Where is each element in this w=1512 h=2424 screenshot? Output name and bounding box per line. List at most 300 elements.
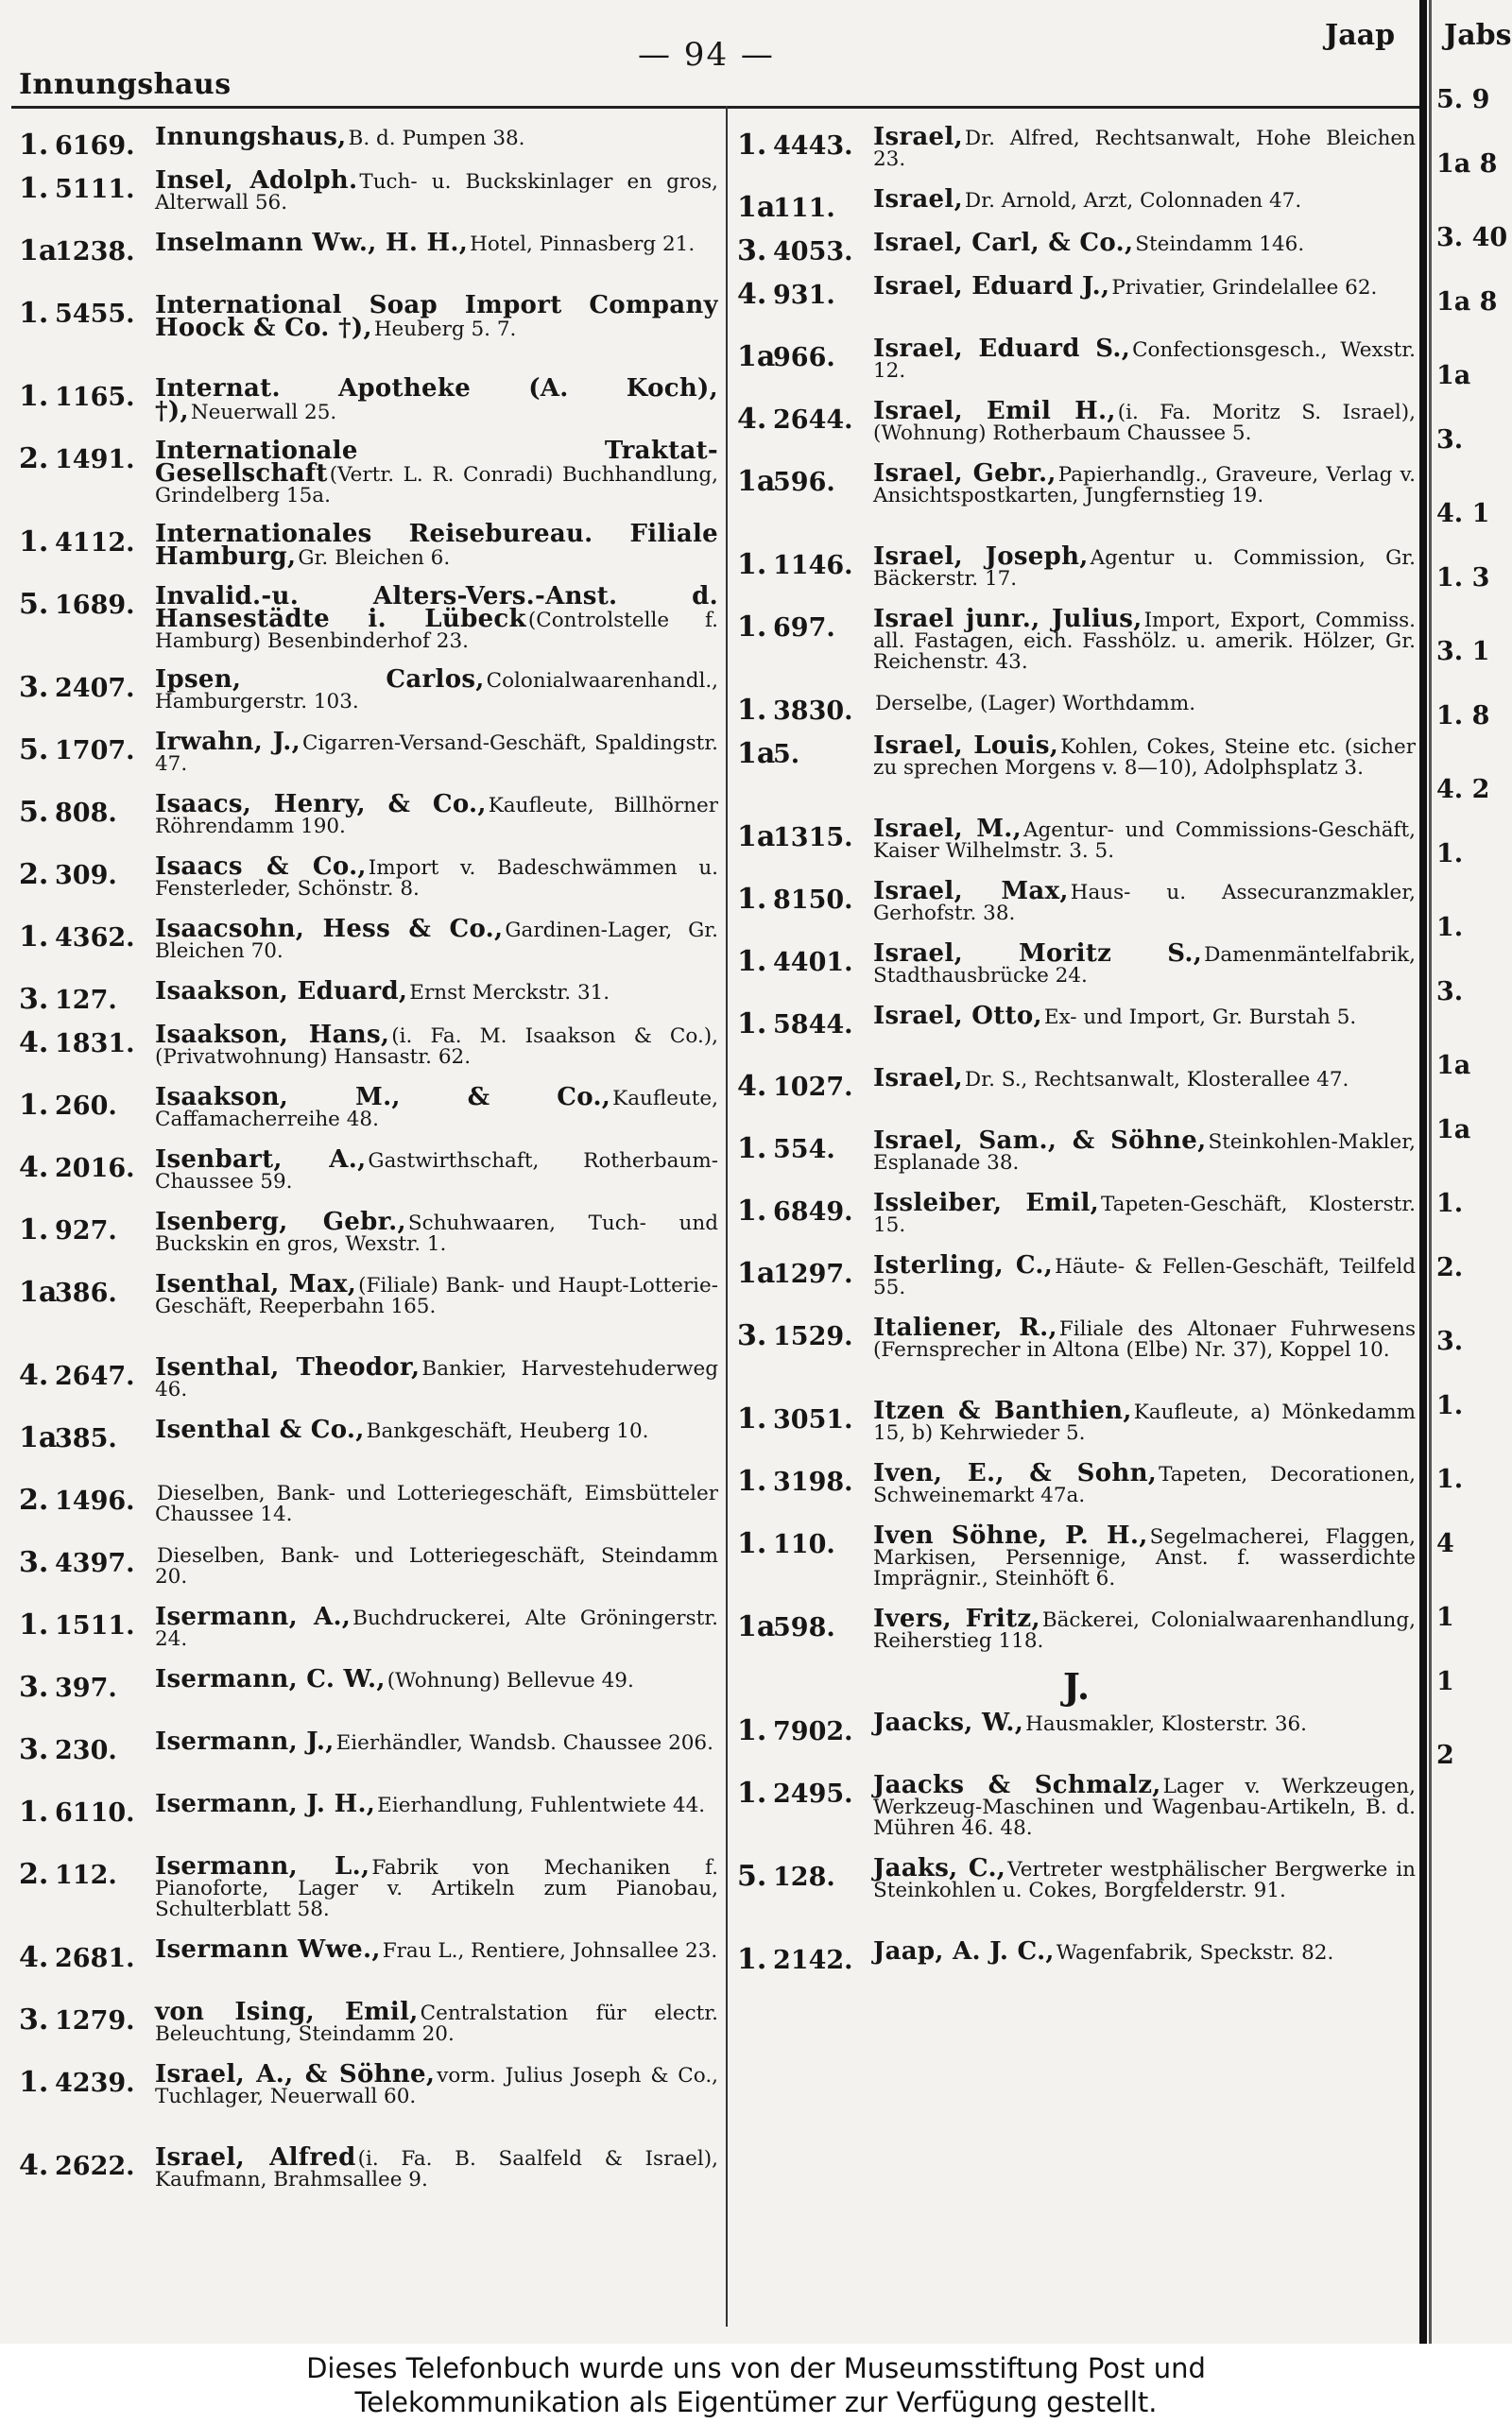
subscriber-name: Israel, M., xyxy=(873,815,1022,843)
subscriber-name: Isenberg, Gebr., xyxy=(155,1208,406,1236)
phone-number xyxy=(737,603,869,644)
subscriber-details: Bäckerei, Colonialwaarenhandlung, Reiherstieg 118. xyxy=(873,1608,1416,1653)
subscriber-number: 110. xyxy=(773,1530,835,1559)
directory-entry xyxy=(19,1850,718,1934)
phone-number xyxy=(737,1187,869,1228)
phone-number xyxy=(737,541,869,581)
exchange-class: 1. xyxy=(19,920,49,954)
entry-text xyxy=(869,1520,1416,1590)
directory-entry xyxy=(737,1457,1416,1520)
exchange-class: 4. xyxy=(19,2149,49,2182)
directory-entry xyxy=(19,1351,718,1414)
entry-text xyxy=(151,1351,718,1401)
entry-text xyxy=(869,395,1416,444)
subscriber-name: Isaacs & Co., xyxy=(155,852,367,881)
phone-number xyxy=(19,788,151,829)
exchange-class: 1. xyxy=(737,1714,767,1747)
entry-text xyxy=(869,183,1416,212)
phone-number xyxy=(737,937,869,978)
subscriber-details: Dieselben, Bank- und Lotteriegeschäft, Eimsbütteler Chaussee 14. xyxy=(155,1482,718,1526)
subscriber-name: Jaacks, W., xyxy=(873,1709,1024,1737)
subscriber-number: 397. xyxy=(55,1674,117,1703)
phone-number xyxy=(19,726,151,766)
subscriber-name: Isermann, A., xyxy=(155,1603,352,1631)
phone-number xyxy=(737,1395,869,1435)
subscriber-details: Eierhandlung, Fuhlentwiete 44. xyxy=(377,1794,706,1817)
entry-text xyxy=(151,1850,718,1920)
directory-entry xyxy=(19,913,718,975)
phone-number xyxy=(19,1414,151,1454)
subscriber-name: Italiener, R., xyxy=(873,1314,1057,1342)
subscriber-name: Israel, Joseph, xyxy=(873,542,1089,571)
subscriber-details: Kaufleute, a) Mönkedamm 15, b) Kehrwieder 5. xyxy=(873,1401,1416,1445)
subscriber-number: 1491. xyxy=(55,445,135,474)
subscriber-details: Derselbe, (Lager) Worthdamm. xyxy=(875,692,1196,715)
phone-number xyxy=(19,289,151,330)
subscriber-name: Jaacks & Schmalz, xyxy=(873,1771,1161,1799)
phone-number xyxy=(19,518,151,559)
subscriber-details: Privatier, Grindelallee 62. xyxy=(1111,276,1378,300)
book-spine xyxy=(1419,0,1427,2344)
subscriber-number: 1707. xyxy=(55,736,135,765)
subscriber-name: Iven, E., & Sohn, xyxy=(873,1459,1158,1487)
directory-entry xyxy=(737,1187,1416,1249)
directory-entry xyxy=(737,1769,1416,1852)
subscriber-details: Eierhändler, Wandsb. Chaussee 206. xyxy=(335,1731,713,1755)
subscriber-details: Buchdruckerei, Alte Gröningerstr. 24. xyxy=(155,1607,718,1651)
directory-entry xyxy=(19,227,718,289)
subscriber-number: 386. xyxy=(55,1279,117,1308)
subscriber-number: 7902. xyxy=(773,1717,853,1746)
subscriber-details: Agentur- und Commissions-Geschäft, Kaiser Wilhelmstr. 3. 5. xyxy=(873,818,1416,863)
next-page-fragment: 1. xyxy=(1436,1189,1464,1218)
directory-entry xyxy=(737,121,1416,183)
subscriber-details: Haus- u. Assecuranzmakler, Gerhofstr. 38. xyxy=(873,881,1416,925)
phone-number xyxy=(19,2058,151,2099)
subscriber-number: 2495. xyxy=(773,1779,853,1809)
entry-text xyxy=(869,457,1416,507)
next-page-fragment: 1. 8 xyxy=(1436,701,1490,731)
subscriber-number: 808. xyxy=(55,799,117,828)
exchange-class: 1a xyxy=(19,1276,58,1309)
subscriber-details: Filiale des Altonaer Fuhrwesens (Fernsprecher in Altona (Elbe) Nr. 37), Koppel 10. xyxy=(873,1317,1416,1362)
subscriber-name: Israel junr., Julius, xyxy=(873,605,1143,633)
subscriber-number: 1831. xyxy=(55,1029,135,1058)
subscriber-name: Isenthal, Max, xyxy=(155,1270,357,1298)
directory-entry xyxy=(737,1603,1416,1665)
exchange-class: 1. xyxy=(19,172,49,205)
subscriber-name: Internat. Apotheke (A. Koch), †), xyxy=(155,374,718,425)
subscriber-number: 2647. xyxy=(55,1362,135,1391)
entry-text xyxy=(151,227,718,255)
subscriber-number: 931. xyxy=(773,281,835,310)
entry-text xyxy=(869,1395,1416,1444)
subscriber-number: 4362. xyxy=(55,923,135,953)
subscriber-details: Heuberg 5. 7. xyxy=(373,318,517,341)
exchange-class: 1a xyxy=(737,465,776,498)
exchange-class: 5. xyxy=(19,733,49,766)
subscriber-details: Hotel, Pinnasberg 21. xyxy=(470,232,696,256)
exchange-class: 1. xyxy=(19,297,49,330)
entry-text xyxy=(151,1268,718,1317)
entry-text xyxy=(151,1414,718,1442)
phone-number xyxy=(19,164,151,205)
subscriber-name: Israel, xyxy=(873,185,963,214)
subscriber-number: 6849. xyxy=(773,1197,853,1227)
phone-number xyxy=(19,1601,151,1642)
directory-entry xyxy=(737,227,1416,270)
phone-number xyxy=(737,1249,869,1290)
directory-entry xyxy=(19,1601,718,1663)
phone-number xyxy=(737,686,869,727)
subscriber-details: Dr. Alfred, Rechtsanwalt, Hohe Bleichen 23. xyxy=(873,127,1416,171)
phone-number xyxy=(737,457,869,498)
subscriber-number: 3830. xyxy=(773,696,853,726)
subscriber-name: Internationales Reisebureau. Filiale Hamburg, xyxy=(155,520,718,571)
entry-text xyxy=(869,270,1416,299)
exchange-class: 1. xyxy=(19,525,49,559)
directory-entry xyxy=(19,1268,718,1351)
phone-number xyxy=(737,1312,869,1352)
phone-number xyxy=(737,1125,869,1165)
subscriber-name: Innungshaus, xyxy=(155,123,347,151)
subscriber-number: 4239. xyxy=(55,2069,135,2098)
entry-text xyxy=(869,541,1416,590)
entry-text xyxy=(869,1852,1416,1901)
directory-entry xyxy=(19,1081,718,1143)
next-page-margin xyxy=(1436,85,1512,1805)
subscriber-number: 5. xyxy=(773,740,800,769)
subscriber-number: 6169. xyxy=(55,131,135,161)
subscriber-details: Tuch- u. Buckskinlager en gros, Alterwall 56. xyxy=(155,170,718,215)
exchange-class: 1. xyxy=(737,1402,767,1435)
directory-entry xyxy=(19,2141,718,2204)
phone-number xyxy=(19,121,151,162)
phone-number xyxy=(19,663,151,704)
entry-text xyxy=(869,333,1416,382)
subscriber-details: Colonialwaarenhandl., Hamburgerstr. 103. xyxy=(155,669,718,713)
directory-entry xyxy=(19,1206,718,1268)
subscriber-name: Israel, xyxy=(873,1064,963,1092)
phone-number xyxy=(737,1769,869,1810)
subscriber-details: Lager v. Werkzeugen, Werkzeug-Maschinen und Wagenbau-Artikeln, B. d. Mühren 46. 48. xyxy=(873,1775,1416,1840)
subscriber-number: 4112. xyxy=(55,528,135,558)
running-head-right: Jaap xyxy=(1325,19,1396,52)
subscriber-number: 230. xyxy=(55,1736,117,1765)
exchange-class: 1. xyxy=(737,1943,767,1976)
subscriber-number: 5111. xyxy=(55,175,135,204)
directory-entry xyxy=(737,1935,1416,1998)
next-page-fragment: 3. xyxy=(1436,977,1464,1006)
directory-entry xyxy=(19,1788,718,1850)
subscriber-number: 3198. xyxy=(773,1468,853,1497)
subscriber-details: Agentur u. Commission, Gr. Bäckerstr. 17. xyxy=(873,546,1416,591)
subscriber-number: 385. xyxy=(55,1424,117,1453)
exchange-class: 1. xyxy=(737,1132,767,1165)
exchange-class: 1a xyxy=(737,340,776,373)
subscriber-number: 1315. xyxy=(773,823,853,852)
phone-number xyxy=(19,1351,151,1392)
exchange-class: 4. xyxy=(737,1070,767,1103)
directory-entry xyxy=(19,1539,718,1601)
right-column xyxy=(737,121,1416,1998)
subscriber-number: 1511. xyxy=(55,1611,135,1641)
subscriber-number: 260. xyxy=(55,1092,117,1121)
exchange-class: 2. xyxy=(19,858,49,891)
exchange-class: 1. xyxy=(19,1796,49,1829)
subscriber-details: (i. Fa. Moritz S. Israel), (Wohnung) Rotherbaum Chaussee 5. xyxy=(873,401,1416,445)
exchange-class: 3. xyxy=(19,1546,49,1579)
subscriber-name: Israel, Alfred xyxy=(155,2143,356,2172)
subscriber-number: 4401. xyxy=(773,948,853,977)
subscriber-name: Jaap, A. J. C., xyxy=(873,1937,1055,1966)
next-page-fragment: 1a 8 xyxy=(1436,287,1498,317)
subscriber-name: Isaakson, Hans, xyxy=(155,1021,390,1049)
phone-number xyxy=(19,1934,151,1974)
entry-text xyxy=(151,913,718,962)
directory-entry xyxy=(19,289,718,372)
directory-entry xyxy=(19,164,718,227)
page-number: — 94 — xyxy=(638,36,775,74)
subscriber-number: 2142. xyxy=(773,1946,853,1975)
directory-entry xyxy=(737,333,1416,395)
phone-number xyxy=(737,1603,869,1643)
subscriber-name: Isenbart, A., xyxy=(155,1145,367,1174)
directory-entry xyxy=(19,1663,718,1726)
exchange-class: 1. xyxy=(737,1007,767,1040)
entry-text xyxy=(151,1788,718,1816)
subscriber-name: von Ising, Emil, xyxy=(155,1998,419,2026)
subscriber-number: 1297. xyxy=(773,1260,853,1289)
subscriber-name: Israel, Gebr., xyxy=(873,459,1057,488)
next-page-fragment: 1 xyxy=(1436,1667,1454,1696)
subscriber-details: Gardinen-Lager, Gr. Bleichen 70. xyxy=(155,919,718,963)
subscriber-details: Gr. Bleichen 6. xyxy=(298,546,451,570)
exchange-class: 3. xyxy=(737,1319,767,1352)
subscriber-name: Isermann Wwe., xyxy=(155,1935,381,1964)
subscriber-number: 697. xyxy=(773,613,835,643)
subscriber-number: 5844. xyxy=(773,1010,853,1040)
subscriber-details: Dr. S., Rechtsanwalt, Klosterallee 47. xyxy=(964,1068,1349,1092)
entry-text xyxy=(151,518,718,569)
entry-text xyxy=(869,227,1416,255)
subscriber-details: Häute- & Fellen-Geschäft, Teilfeld 55. xyxy=(873,1255,1416,1299)
exchange-class: 1. xyxy=(19,129,49,162)
exchange-class: 1. xyxy=(737,694,767,727)
entry-text xyxy=(151,1663,718,1692)
entry-text xyxy=(869,730,1416,779)
entry-text xyxy=(151,663,718,713)
subscriber-details: (Wohnung) Bellevue 49. xyxy=(387,1669,634,1693)
exchange-class: 1. xyxy=(737,1195,767,1228)
subscriber-name: Isermann, J. H., xyxy=(155,1790,376,1818)
subscriber-name: Invalid.-u. Alters-Vers.-Anst. d. Hansestädte i. Lübeck xyxy=(155,582,718,633)
subscriber-number: 2407. xyxy=(55,674,135,703)
subscriber-number: 3051. xyxy=(773,1405,853,1435)
exchange-class: 4. xyxy=(19,1151,49,1184)
subscriber-name: Isterling, C., xyxy=(873,1251,1054,1280)
phone-number xyxy=(737,1852,869,1893)
phone-number xyxy=(737,730,869,770)
exchange-class: 1. xyxy=(737,1777,767,1810)
entry-text xyxy=(151,2058,718,2107)
directory-entry xyxy=(737,1000,1416,1062)
exchange-class: 1. xyxy=(737,883,767,916)
subscriber-details: Fabrik von Mechaniken f. Pianoforte, Lager v. Artikeln zum Pianobau, Schulterblatt 58. xyxy=(155,1856,718,1921)
section-letter: J. xyxy=(1062,1665,1091,1708)
subscriber-details: Kaufleute, Billhörner Röhrendamm 190. xyxy=(155,794,718,838)
exchange-class: 1a xyxy=(737,1610,776,1643)
exchange-class: 1. xyxy=(737,610,767,644)
directory-entry xyxy=(19,435,718,518)
subscriber-details: (Controlstelle f. Hamburg) Besenbinderhof 23. xyxy=(155,609,718,653)
subscriber-details: Neuerwall 25. xyxy=(190,401,337,424)
entry-text xyxy=(869,875,1416,924)
subscriber-details: Import, Export, Commiss. all. Fastagen, eich. Fasshölz. u. amerik. Hölzer, Gr. Reichenstr. 43. xyxy=(873,609,1416,674)
next-page-fragment: 1a xyxy=(1436,361,1471,390)
phone-number xyxy=(19,1788,151,1829)
phone-number xyxy=(19,1081,151,1122)
exchange-class: 4. xyxy=(737,403,767,436)
phone-number xyxy=(19,1996,151,2037)
entry-text xyxy=(151,1019,718,1068)
subscriber-details: Import v. Badeschwämmen u. Fensterleder, Schönstr. 8. xyxy=(155,856,718,901)
subscriber-name: Isenthal, Theodor, xyxy=(155,1353,421,1382)
subscriber-details: Gastwirthschaft, Rotherbaum-Chaussee 59. xyxy=(155,1149,718,1194)
phone-number xyxy=(737,270,869,311)
left-column xyxy=(19,121,718,2204)
subscriber-name: Issleiber, Emil, xyxy=(873,1189,1099,1217)
subscriber-details: Hausmakler, Klosterstr. 36. xyxy=(1025,1712,1308,1736)
subscriber-details: Steindamm 146. xyxy=(1135,232,1305,256)
phone-number xyxy=(19,1663,151,1704)
subscriber-number: 1279. xyxy=(55,2006,135,2036)
next-page-fragment: 4. 1 xyxy=(1436,499,1490,528)
subscriber-number: 4443. xyxy=(773,131,853,161)
exchange-class: 1. xyxy=(19,1608,49,1642)
subscriber-number: 309. xyxy=(55,861,117,890)
entry-text xyxy=(151,372,718,423)
footer-line-2: Telekommunikation als Eigentümer zur Verfügung gestellt. xyxy=(354,2386,1158,2418)
subscriber-number: 111. xyxy=(773,194,835,223)
subscriber-name: Isermann, C. W., xyxy=(155,1665,386,1693)
next-page-fragment: 4. 2 xyxy=(1436,775,1490,804)
directory-entry xyxy=(19,975,718,1019)
directory-entry xyxy=(19,663,718,726)
subscriber-details: Wagenfabrik, Speckstr. 82. xyxy=(1056,1941,1334,1965)
entry-text xyxy=(151,1081,718,1130)
entry-text xyxy=(869,813,1416,862)
phone-number xyxy=(737,183,869,224)
subscriber-name: Israel, Eduard S., xyxy=(873,335,1131,363)
next-page-fragment: 1a xyxy=(1436,1051,1471,1080)
subscriber-number: 966. xyxy=(773,343,835,372)
phone-number xyxy=(19,1206,151,1246)
subscriber-name: International Soap Import Company Hoock & Co. †), xyxy=(155,291,718,342)
directory-entry xyxy=(19,580,718,663)
phone-number xyxy=(737,1935,869,1976)
subscriber-details: B. d. Pumpen 38. xyxy=(348,127,525,150)
exchange-class: 1. xyxy=(19,1213,49,1246)
next-page-fragment: 1 xyxy=(1436,1603,1454,1632)
exchange-class: 1. xyxy=(19,1089,49,1122)
directory-entry xyxy=(737,1395,1416,1457)
entry-text xyxy=(151,1476,718,1525)
entry-text xyxy=(151,1143,718,1193)
directory-entry xyxy=(19,372,718,435)
entry-text xyxy=(151,1206,718,1255)
entry-text xyxy=(151,1726,718,1754)
phone-number xyxy=(19,851,151,891)
entry-text xyxy=(151,1934,718,1962)
exchange-class: 3. xyxy=(19,2003,49,2037)
next-page-fragment: 3. xyxy=(1436,425,1464,455)
subscriber-details: Kaufleute, Caffamacherreihe 48. xyxy=(155,1087,718,1131)
entry-text xyxy=(151,121,718,149)
subscriber-name: Isaacs, Henry, & Co., xyxy=(155,790,487,818)
entry-text xyxy=(869,1603,1416,1652)
phone-number xyxy=(19,580,151,621)
exchange-class: 5. xyxy=(19,796,49,829)
subscriber-details: Ernst Merckstr. 31. xyxy=(409,981,610,1005)
subscriber-number: 1529. xyxy=(773,1322,853,1351)
exchange-class: 1a xyxy=(737,1257,776,1290)
entry-text xyxy=(869,603,1416,673)
phone-number xyxy=(19,913,151,954)
entry-text xyxy=(869,1062,1416,1091)
footer-line-1: Dieses Telefonbuch wurde uns von der Museumsstiftung Post und xyxy=(306,2352,1206,2384)
subscriber-details: Papierhandlg., Graveure, Verlag v. Ansichtspostkarten, Jungfernstieg 19. xyxy=(873,463,1416,507)
phone-number xyxy=(19,975,151,1016)
subscriber-name: Isermann, J., xyxy=(155,1728,335,1756)
next-page-fragment: 5. 9 xyxy=(1436,85,1490,114)
directory-entry xyxy=(737,1852,1416,1935)
entry-text xyxy=(869,1457,1416,1506)
subscriber-number: 6110. xyxy=(55,1798,135,1828)
subscriber-name: Israel, Eduard J., xyxy=(873,272,1110,301)
directory-entry xyxy=(737,457,1416,541)
directory-entry xyxy=(19,1934,718,1996)
directory-entry xyxy=(19,1996,718,2058)
subscriber-number: 1238. xyxy=(55,237,135,266)
subscriber-name: Israel, Otto, xyxy=(873,1002,1042,1030)
directory-entry xyxy=(737,1062,1416,1125)
subscriber-number: 1165. xyxy=(55,383,135,412)
exchange-class: 1. xyxy=(19,380,49,413)
phone-number xyxy=(19,227,151,267)
directory-entry xyxy=(737,875,1416,937)
entry-text xyxy=(151,975,718,1004)
subscriber-details: Frau L., Rentiere, Johnsallee 23. xyxy=(382,1939,718,1963)
subscriber-name: Israel, Emil H., xyxy=(873,397,1116,425)
exchange-class: 1. xyxy=(737,1465,767,1498)
entry-text xyxy=(151,289,718,340)
subscriber-name: Israel, Sam., & Söhne, xyxy=(873,1126,1207,1155)
next-page-fragment: 1. 3 xyxy=(1436,563,1490,593)
directory-entry xyxy=(737,730,1416,813)
subscriber-number: 4397. xyxy=(55,1549,135,1578)
subscriber-number: 596. xyxy=(773,468,835,497)
entry-text xyxy=(151,788,718,837)
next-page-fragment: 3. 40 xyxy=(1436,223,1508,252)
directory-entry xyxy=(19,1019,718,1081)
subscriber-details: (i. Fa. B. Saalfeld & Israel), Kaufmann, Brahmsallee 9. xyxy=(155,2147,718,2192)
entry-text xyxy=(151,164,718,214)
subscriber-details: Dr. Arnold, Arzt, Colonnaden 47. xyxy=(964,189,1302,213)
subscriber-details: (Vertr. L. R. Conradi) Buchhandlung, Grindelberg 15a. xyxy=(155,463,718,507)
running-head-next-page: Jabs xyxy=(1444,19,1512,52)
subscriber-details: (Filiale) Bank- und Haupt-Lotterie-Geschäft, Reeperbahn 165. xyxy=(155,1274,718,1318)
